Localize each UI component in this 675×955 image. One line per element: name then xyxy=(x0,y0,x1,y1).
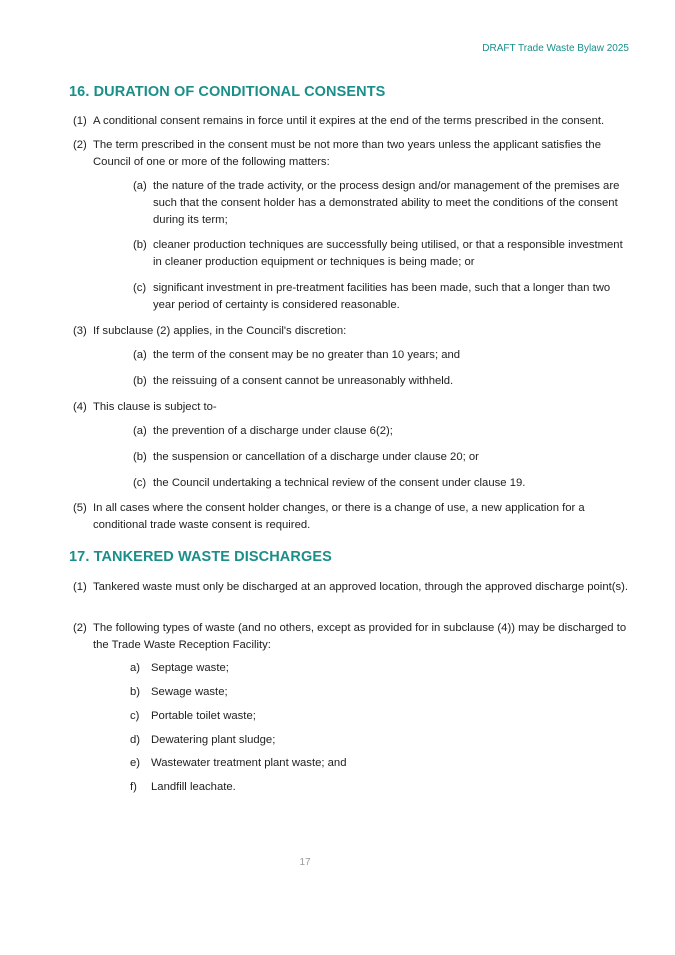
item-text: Portable toilet waste; xyxy=(151,710,256,722)
item-text: Dewatering plant sludge; xyxy=(151,734,276,746)
item-text: cleaner production techniques are successfully being utilised, or that a responsible investment in cleaner production equipment or techniques is being made; or xyxy=(153,239,623,268)
clause-16-2-b xyxy=(133,237,623,271)
item-text: Landfill leachate. xyxy=(151,781,236,793)
clause-16-2 xyxy=(73,137,633,171)
item-number: (b) xyxy=(133,375,147,387)
clause-17-2-b xyxy=(130,684,610,701)
clause-number: (5) xyxy=(73,502,87,514)
section-17-heading: 17. TANKERED WASTE DISCHARGES xyxy=(69,549,332,565)
item-number: (c) xyxy=(133,477,147,489)
item-number: (b) xyxy=(133,451,147,463)
clause-16-2-c xyxy=(133,280,623,314)
item-number: c) xyxy=(130,710,140,722)
item-text: the reissuing of a consent cannot be unreasonably withheld. xyxy=(153,375,454,387)
clause-text: Tankered waste must only be discharged at an approved location, through the approved discharge point(s). xyxy=(93,581,629,593)
item-number: (a) xyxy=(133,180,147,192)
clause-text: In all cases where the consent holder changes, or there is a change of use, a new application for a conditional trade waste consent is required. xyxy=(93,502,585,531)
clause-16-5 xyxy=(73,500,633,534)
clause-17-1 xyxy=(73,579,633,596)
item-number: b) xyxy=(130,686,141,698)
clause-text: A conditional consent remains in force until it expires at the end of the terms prescribed in the consent. xyxy=(93,115,605,127)
clause-16-4-b xyxy=(133,449,623,466)
clause-number: (1) xyxy=(73,115,87,127)
clause-16-3 xyxy=(73,323,633,340)
item-number: (c) xyxy=(133,282,147,294)
item-number: f) xyxy=(130,781,137,793)
clause-16-2-a xyxy=(133,178,623,229)
clause-17-2-a xyxy=(130,660,610,677)
running-header: DRAFT Trade Waste Bylaw 2025 xyxy=(482,43,629,54)
item-text: the term of the consent may be no greater than 10 years; and xyxy=(153,349,461,361)
clause-16-3-a xyxy=(133,347,623,364)
clause-17-2-e xyxy=(130,755,610,772)
item-number: (a) xyxy=(133,349,147,361)
item-text: significant investment in pre-treatment facilities has been made, such that a longer than two year period of certainty is considered reasonable. xyxy=(153,282,611,311)
item-text: the suspension or cancellation of a discharge under clause 20; or xyxy=(153,451,479,463)
clause-number: (3) xyxy=(73,325,87,337)
item-text: Wastewater treatment plant waste; and xyxy=(151,757,347,769)
clause-number: (2) xyxy=(73,622,87,634)
clause-17-2-d xyxy=(130,732,610,749)
item-number: a) xyxy=(130,662,141,674)
item-text: Septage waste; xyxy=(151,662,229,674)
clause-17-2-c xyxy=(130,708,610,725)
item-text: the nature of the trade activity, or the process design and/or management of the premises are such that the consent holder has a demonstrated ability to meet the conditions of the consent during its term; xyxy=(153,180,620,226)
clause-16-4 xyxy=(73,399,633,416)
item-number: d) xyxy=(130,734,141,746)
clause-number: (1) xyxy=(73,581,87,593)
clause-16-1 xyxy=(73,113,633,130)
clause-text: The following types of waste (and no others, except as provided for in subclause (4)) may be discharged to the Trade Waste Reception Facility: xyxy=(93,622,627,651)
clause-16-3-b xyxy=(133,373,623,390)
clause-number: (4) xyxy=(73,401,87,413)
clause-number: (2) xyxy=(73,139,87,151)
clause-16-4-c xyxy=(133,475,623,492)
item-number: e) xyxy=(130,757,141,769)
clause-16-4-a xyxy=(133,423,623,440)
clause-text: If subclause (2) applies, in the Council's discretion: xyxy=(93,325,347,337)
clause-text: The term prescribed in the consent must be not more than two years unless the applicant satisfies the Council of one or more of the following matters: xyxy=(93,139,601,168)
page-number: 17 xyxy=(299,857,311,868)
clause-17-2 xyxy=(73,620,633,654)
item-text: the prevention of a discharge under clause 6(2); xyxy=(153,425,393,437)
item-text: Sewage waste; xyxy=(151,686,228,698)
clause-17-2-f xyxy=(130,779,610,796)
section-16-heading: 16. DURATION OF CONDITIONAL CONSENTS xyxy=(69,84,386,100)
item-number: (b) xyxy=(133,239,147,251)
item-number: (a) xyxy=(133,425,147,437)
clause-text: This clause is subject to- xyxy=(93,401,217,413)
item-text: the Council undertaking a technical review of the consent under clause 19. xyxy=(153,477,526,489)
